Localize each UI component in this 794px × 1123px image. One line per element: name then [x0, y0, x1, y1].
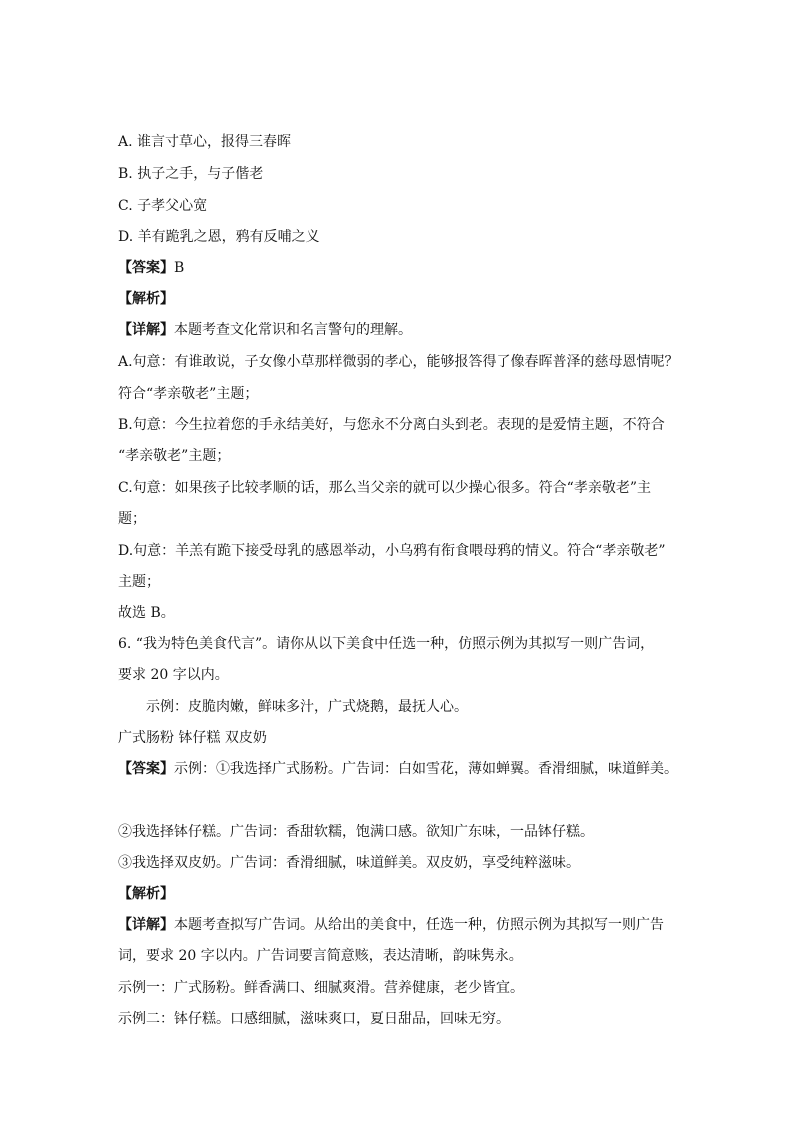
option-c: C. 子孝父心宽 [118, 198, 208, 214]
q5-explain-b-line2: “孝亲敬老”主题； [118, 448, 231, 464]
option-d: D. 羊有跪乳之恩，鸦有反哺之义 [118, 229, 320, 245]
detail-label: 【详解】 [118, 322, 174, 338]
q6-example2: 示例二：钵仔糕。口感细腻，滋味爽口，夏日甜品，回味无穷。 [118, 1011, 510, 1027]
q5-explain-c-line1: C.句意：如果孩子比较孝顺的话，那么当父亲的就可以少操心很多。符合“孝亲敬老”主 [118, 480, 651, 496]
q5-explain-a-line1: A.句意：有谁敢说，子女像小草那样微弱的孝心，能够报答得了像春晖普泽的慈母恩情呢？ [118, 354, 679, 370]
q5-detail [118, 320, 412, 340]
q6-example: 示例：皮脆肉嫩，鲜味多汁，广式烧鹅，最抚人心。 [146, 699, 468, 715]
q5-explain-b-line1: B.句意：今生拉着您的手永结美好，与您永不分离白头到老。表现的是爱情主题，不符合 [118, 417, 665, 433]
q5-explain-c-line2: 题； [118, 511, 146, 527]
q5-explain-d-line2: 主题； [118, 574, 160, 590]
q6-prompt-line1: 6. “我为特色美食代言”。请你从以下美食中任选一种，仿照示例为其拟写一则广告词， [118, 636, 655, 652]
detail-text: 本题考查拟写广告词。从给出的美食中，任选一种，仿照示例为其拟写一则广告 [174, 917, 664, 933]
answer-label: 【答案】 [118, 761, 174, 777]
detail-label: 【详解】 [118, 917, 174, 933]
option-a: A. 谁言寸草心，报得三春晖 [118, 134, 292, 150]
q6-prompt-line2: 要求 20 字以内。 [118, 667, 229, 683]
detail-text: 本题考查文化常识和名言警句的理解。 [174, 322, 412, 338]
q6-detail-line2: 词，要求 20 字以内。广告词要言简意赅，表达清晰，韵味隽永。 [118, 948, 523, 964]
q6-analysis-label: 【解析】 [118, 886, 174, 902]
answer-value: B [174, 260, 185, 276]
q5-explain-d-line1: D.句意：羊羔有跪下接受母乳的感恩举动，小乌鸦有衔食喂母鸦的情义。符合“孝亲敬老” [118, 543, 666, 559]
q6-example1: 示例一：广式肠粉。鲜香满口、细腻爽滑。营养健康，老少皆宜。 [118, 980, 524, 996]
q5-explain-a-line2: 符合“孝亲敬老”主题； [118, 386, 259, 402]
option-b: B. 执子之手，与子偕老 [118, 166, 264, 182]
q6-foods: 广式肠粉 钵仔糕 双皮奶 [118, 730, 267, 746]
q5-answer [118, 258, 184, 278]
q5-conclusion: 故选 B。 [118, 605, 175, 621]
q6-detail-line1 [118, 915, 664, 935]
q5-analysis-label: 【解析】 [118, 291, 174, 307]
q6-answer-line1 [118, 759, 678, 779]
answer-text: 示例：①我选择广式肠粉。广告词：白如雪花，薄如蝉翼。香滑细腻，味道鲜美。 [174, 761, 678, 777]
answer-label: 【答案】 [118, 260, 174, 276]
q6-answer-line3: ③我选择双皮奶。广告词：香滑细腻，味道鲜美。双皮奶，享受纯粹滋味。 [118, 855, 580, 871]
q6-answer-line2: ②我选择钵仔糕。广告词：香甜软糯，饱满口感。欲知广东味，一品钵仔糕。 [118, 824, 594, 840]
